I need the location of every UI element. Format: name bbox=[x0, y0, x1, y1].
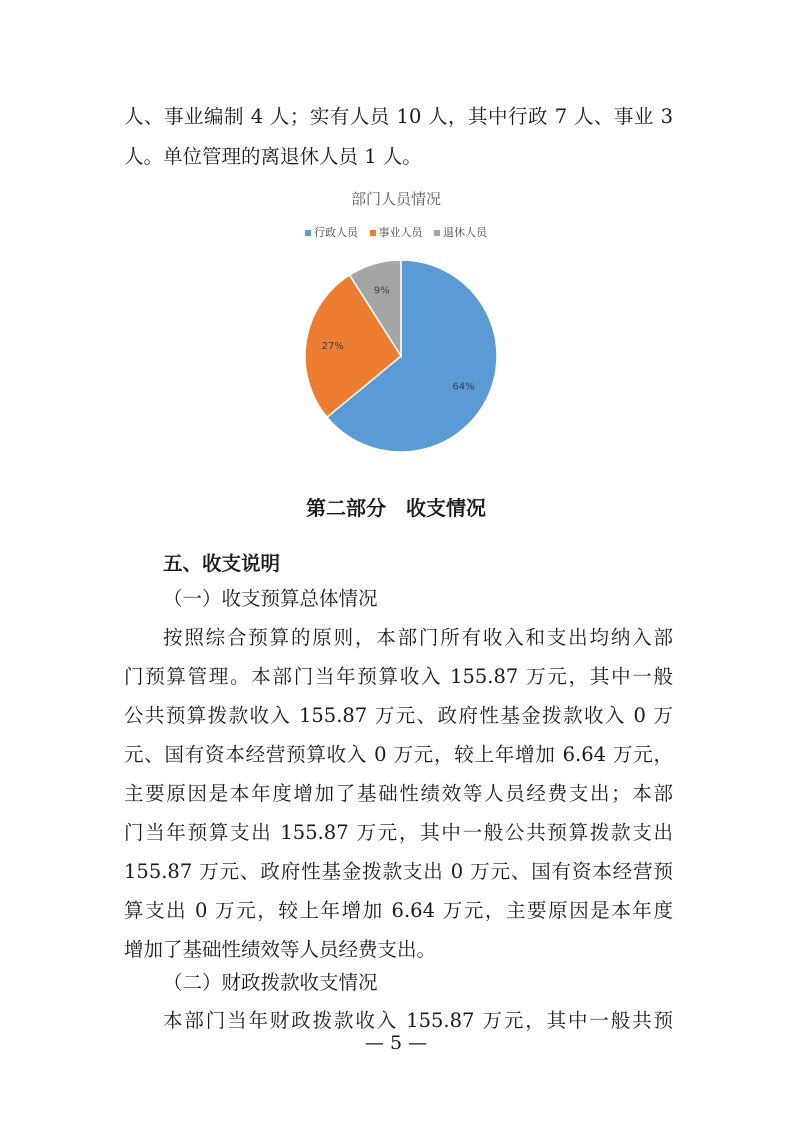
chart-legend bbox=[0, 224, 792, 240]
intro-line-1: 人、事业编制 4 人；实有人员 10 人，其中行政 7 人、事业 3 bbox=[124, 105, 673, 128]
para2-line-1: 本部门当年财政拨款收入 155.87 万元，其中一般共预 bbox=[163, 1009, 673, 1032]
legend-label-retired: 退休人员 bbox=[443, 226, 487, 239]
legend-swatch-admin bbox=[305, 230, 311, 236]
para1-line-3: 公共预算拨款收入 155.87 万元、政府性基金拨款收入 0 万 bbox=[124, 704, 673, 727]
subsection-heading-1: （一）收支预算总体情况 bbox=[163, 587, 378, 610]
para1-line-8: 算支出 0 万元，较上年增加 6.64 万元，主要原因是本年度 bbox=[124, 899, 673, 922]
para1-line-1: 按照综合预算的原则，本部门所有收入和支出均纳入部 bbox=[163, 626, 673, 649]
intro-line-2: 人。单位管理的离退休人员 1 人。 bbox=[124, 145, 422, 168]
legend-item-retired bbox=[434, 224, 487, 240]
para1-line-9: 增加了基础性绩效等人员经费支出。 bbox=[124, 938, 437, 961]
pie-label-public: 27% bbox=[321, 341, 344, 353]
legend-item-admin bbox=[305, 224, 358, 240]
section-heading: 五、收支说明 bbox=[163, 552, 281, 575]
legend-label-admin: 行政人员 bbox=[314, 226, 358, 239]
para1-line-4: 元、国有资本经营预算收入 0 万元，较上年增加 6.64 万元， bbox=[124, 743, 673, 766]
page-number: — 5 — bbox=[364, 1032, 428, 1054]
legend-item-public bbox=[370, 224, 423, 240]
para1-line-5: 主要原因是本年度增加了基础性绩效等人员经费支出；本部 bbox=[124, 782, 673, 805]
chart-title: 部门人员情况 bbox=[350, 190, 441, 208]
part-heading: 第二部分 收支情况 bbox=[306, 496, 486, 520]
para1-line-6: 门当年预算支出 155.87 万元，其中一般公共预算拨款支出 bbox=[124, 821, 673, 844]
pie-label-admin: 64% bbox=[452, 381, 475, 393]
subsection-heading-2: （二）财政拨款收支情况 bbox=[163, 971, 378, 994]
legend-swatch-retired bbox=[434, 230, 440, 236]
pie-label-retired: 9% bbox=[373, 285, 390, 297]
para1-line-2: 门预算管理。本部门当年预算收入 155.87 万元，其中一般 bbox=[124, 665, 673, 688]
pie-chart bbox=[296, 252, 506, 462]
para1-line-7: 155.87 万元、政府性基金拨款支出 0 万元、国有资本经营预 bbox=[124, 860, 673, 883]
legend-swatch-public bbox=[370, 230, 376, 236]
legend-label-public: 事业人员 bbox=[378, 226, 423, 239]
